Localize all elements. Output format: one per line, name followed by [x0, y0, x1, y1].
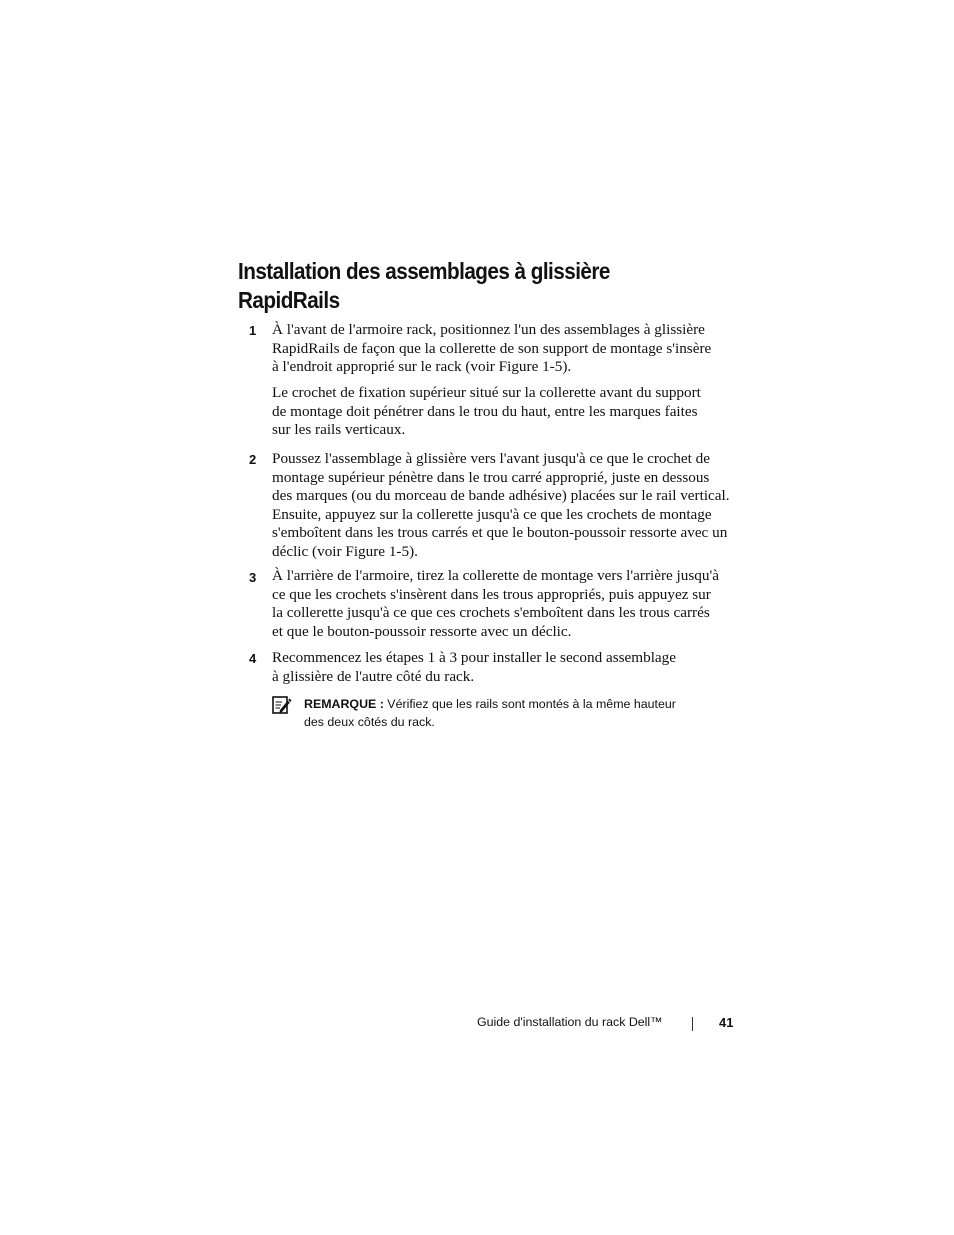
step-text: Recommencez les étapes 1 à 3 pour installer le second assemblage à glissière de l'autre côté du rack. [272, 649, 677, 685]
note [304, 695, 724, 731]
pencil-note-icon [272, 695, 292, 715]
page-heading: Installation des assemblages à glissière RapidRails [238, 258, 610, 313]
footer-title: Guide d'installation du rack Dell™ [477, 1015, 663, 1029]
step-number: 1 [249, 323, 257, 338]
step-text: À l'arrière de l'armoire, tirez la collerette de montage vers l'arrière jusqu'à ce que les crochets s'insèrent dans les trous appropriés, puis appuyez sur la collerette jusqu'à ce que ces crochets s'emboîtent dans les trous carrés et que le bouton-poussoir ressorte avec un déclic. [272, 567, 719, 640]
step-number: 3 [249, 570, 257, 585]
note-label: REMARQUE : [304, 697, 384, 711]
step-subtext: Le crochet de fixation supérieur situé sur la collerette avant du support de montage doit pénétrer dans le trou du haut, entre les marques faites sur les rails verticaux. [272, 384, 701, 439]
step-text: Poussez l'assemblage à glissière vers l'avant jusqu'à ce que le crochet de montage supérieur pénètre dans le trou carré approprié, juste en dessous des marques (ou du morceau de bande adhésive) placées sur le rail vertical. Ensuite, appuyez sur la collerette jusqu'à ce que les crochets de montage s'emboîtent dans les trous carrés et que le bouton-poussoir ressorte avec un déclic (voir Figure 1-5). [272, 450, 730, 560]
footer-divider [692, 1017, 693, 1031]
note-text: Vérifiez que les rails sont montés à la même hauteur des deux côtés du rack. [304, 697, 676, 729]
page-number: 41 [719, 1015, 734, 1030]
step-number: 4 [249, 651, 257, 666]
step-text: À l'avant de l'armoire rack, positionnez l'un des assemblages à glissière RapidRails de façon que la collerette de son support de montage s'insère à l'endroit approprié sur le rack (voir Figure 1-5). [272, 321, 712, 376]
step-number: 2 [249, 452, 257, 467]
